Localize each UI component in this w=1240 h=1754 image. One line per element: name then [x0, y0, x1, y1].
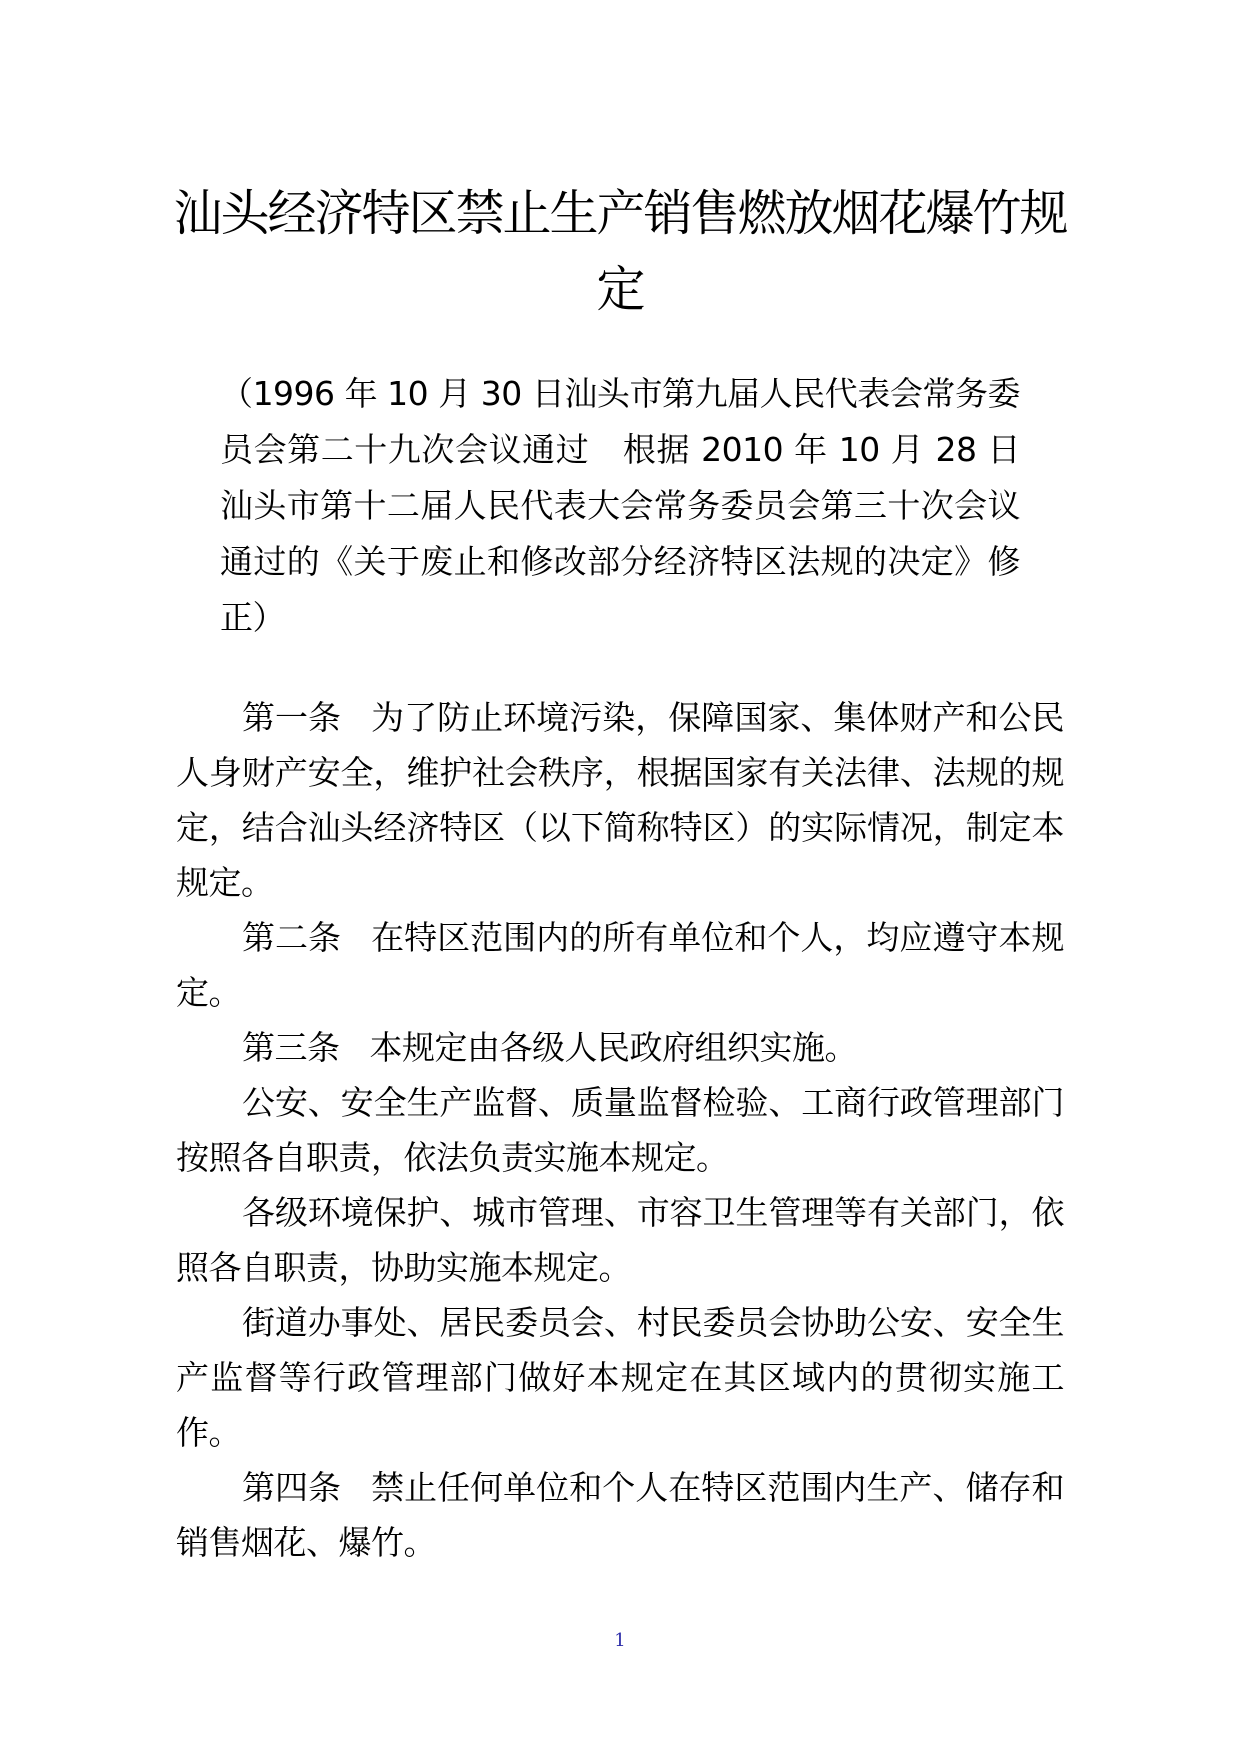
clause-text: 街道办事处、居民委员会、村民委员会协助公安、安全生产监督等行政管理部门做好本规定在其区域内的贯彻实施工作。	[176, 1303, 1064, 1452]
article-3-clause-4	[176, 1295, 1064, 1460]
article-3	[176, 1020, 1064, 1075]
article-label: 第四条	[242, 1468, 342, 1507]
article-3-clause-2	[176, 1075, 1064, 1185]
article-1	[176, 690, 1064, 910]
clause-text: 公安、安全生产监督、质量监督检验、工商行政管理部门按照各自职责，依法负责实施本规定。	[176, 1083, 1064, 1177]
page-number: 1	[614, 1630, 626, 1651]
note-open-paren: （	[220, 374, 253, 413]
article-label: 第三条	[242, 1028, 340, 1067]
note-close-paren: ）	[252, 598, 285, 637]
article-text: 在特区范围内的所有单位和个人，均应遵守本规定。	[176, 918, 1065, 1012]
article-4	[176, 1460, 1064, 1570]
document-body	[176, 690, 1064, 1570]
clause-text: 各级环境保护、城市管理、市容卫生管理等有关部门，依照各自职责，协助实施本规定。	[176, 1193, 1064, 1287]
document-title: 汕头经济特区禁止生产销售燃放烟花爆竹规定	[173, 185, 1067, 318]
article-text: 禁止任何单位和个人在特区范围内生产、储存和销售烟花、爆竹。	[176, 1468, 1065, 1562]
article-2	[176, 910, 1064, 1020]
note-text: 1996 年 10 月 30 日汕头市第九届人民代表会常务委员会第二十九次会议通过 根据 2010 年 10 月 28 日汕头市第十二届人民代表大会常务委员会第三十次会议通过的《关于废止和修改部分经济特区法规的决定》修正	[220, 374, 1021, 637]
article-text: 本规定由各级人民政府组织实施。	[369, 1028, 857, 1067]
article-label: 第二条	[242, 918, 342, 957]
article-text: 为了防止环境污染，保障国家、集体财产和公民人身财产安全，维护社会秩序，根据国家有关法律、法规的规定，结合汕头经济特区（以下简称特区）的实际情况，制定本规定。	[176, 698, 1065, 902]
article-label: 第一条	[242, 698, 342, 737]
enactment-note	[220, 366, 1020, 646]
article-3-clause-3	[176, 1185, 1064, 1295]
